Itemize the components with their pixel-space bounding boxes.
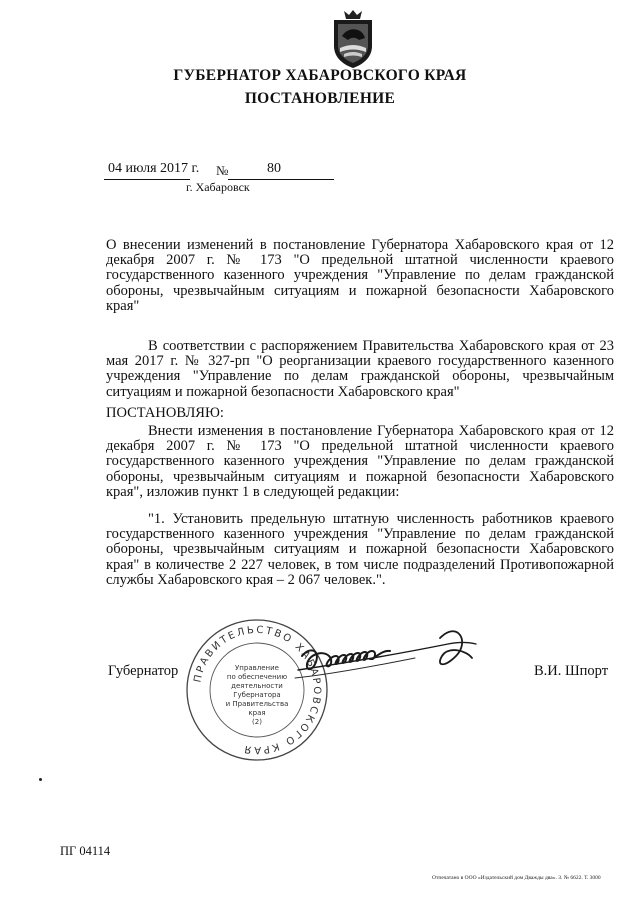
date-underline: [104, 179, 190, 180]
document-type: ПОСТАНОВЛЕНИЕ: [244, 90, 396, 107]
body-paragraph-new-text: "1. Установить предельную штатную численность работников краевого государственного казенного учреждения "Управление по делам гражданской обороны, чрезвычайным ситуациям и пожарной безопасности Хабаровского края" в количестве 2 227 человек, в том числе подразделений Противопожарной службы Хабаровского края – 2 067 человек.".: [106, 511, 614, 588]
margin-mark: [39, 778, 42, 781]
seal-ring-text: ПРАВИТЕЛЬСТВО ХАБАРОВСКОГО КРАЯ: [192, 624, 323, 756]
printer-imprint: Отпечатано в ООО «Издательский дом Дважды два». З. № 6622. Т. 3000: [432, 875, 601, 881]
document-date: 04 июля 2017 г.: [108, 161, 200, 176]
document-number: 80: [267, 161, 281, 176]
handwritten-signature: [290, 618, 485, 700]
seal-line: (2): [252, 718, 262, 726]
signatory-name: В.И. Шпорт: [534, 663, 609, 679]
document-subject: О внесении изменений в постановление Губернатора Хабаровского края от 12 декабря 2007 г. № 173 "О предельной штатной численности краевого государственного казенного учреждения "Управление по делам гражданской обороны, чрезвычайным ситуациям и пожарной безопасности Хабаровского края": [106, 237, 614, 314]
document-city: г. Хабаровск: [186, 180, 250, 194]
signatory-position: Губернатор: [108, 663, 179, 679]
seal-line: Управление: [235, 664, 279, 672]
seal-line: и Правительства: [225, 700, 289, 708]
form-code: ПГ 04114: [60, 844, 111, 858]
seal-line: Губернатора: [233, 691, 281, 699]
seal-line: деятельности: [231, 682, 283, 690]
seal-line: края: [248, 709, 266, 717]
number-sign: №: [216, 163, 229, 178]
body-paragraph-amendment: Внести изменения в постановление Губернатора Хабаровского края от 12 декабря 2007 г. № 173 "О предельной штатной численности краевого государственного казенного учреждения "Управление по делам гражданской обороны, чрезвычайным ситуациям и пожарной безопасности Хабаровского края", изложив пункт 1 в следующей редакции:: [106, 423, 614, 500]
decree-word: ПОСТАНОВЛЯЮ:: [106, 405, 224, 421]
seal-line: по обеспечению: [226, 673, 288, 681]
document-issuer: ГУБЕРНАТОР ХАБАРОВСКОГО КРАЯ: [173, 67, 467, 84]
body-paragraph-basis: В соответствии с распоряжением Правительства Хабаровского края от 23 мая 2017 г. № 327-рп "О реорганизации краевого государственного казенного учреждения "Управление по делам гражданской обороны, чрезвычайным ситуациям и пожарной безопасности Хабаровского края": [106, 338, 614, 400]
coat-of-arms-icon: [330, 8, 376, 70]
